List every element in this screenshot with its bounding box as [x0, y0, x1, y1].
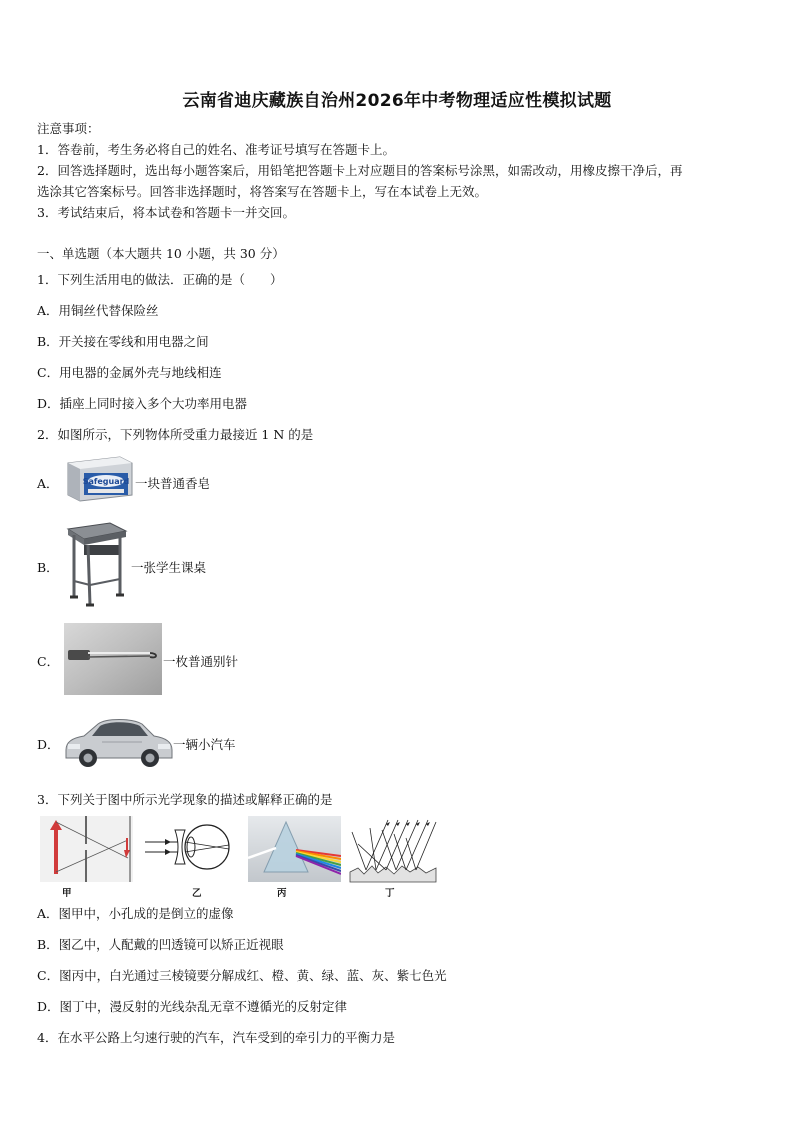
q1-option-d: D．插座上同时接入多个大功率用电器: [37, 396, 248, 411]
q4-stem: 4．在水平公路上匀速行驶的汽车，汽车受到的牵引力的平衡力是: [37, 1030, 395, 1045]
section-heading: 一、单选题（本大题共 10 小题，共 30 分）: [37, 246, 285, 261]
q2-option-c-label: C．: [37, 654, 60, 669]
figure-yi-eye-lens: [143, 818, 235, 878]
figure-label-bing: 丙: [277, 888, 287, 899]
q3-option-c: C．图丙中，白光通过三棱镜要分解成红、橙、黄、绿、蓝、灰、紫七色光: [37, 968, 447, 983]
q3-option-d: D．图丁中，漫反射的光线杂乱无章不遵循光的反射定律: [37, 999, 348, 1014]
q2-option-b-label: B．: [37, 560, 59, 575]
q1-stem: 1．下列生活用电的做法．正确的是（ ）: [37, 272, 283, 287]
q1-option-c: C．用电器的金属外壳与地线相连: [37, 365, 222, 380]
notice-item-2-line-1: 2．回答选择题时，选出每小题答案后，用铅笔把答题卡上对应题目的答案标号涂黑，如需改动，用橡皮擦干净后，再: [37, 163, 683, 178]
page-title: 云南省迪庆藏族自治州2026年中考物理适应性模拟试题: [182, 91, 612, 111]
figure-label-yi: 乙: [192, 888, 202, 899]
safety-pin-image: [64, 623, 162, 695]
figure-jia-pinhole: [40, 816, 133, 882]
figure-label-ding: 丁: [385, 888, 395, 899]
q2-option-d-label: D．: [37, 737, 60, 752]
notice-heading: 注意事项：: [37, 121, 100, 136]
q2-option-a-label: A．: [37, 476, 59, 491]
car-image: [62, 710, 174, 772]
notice-item-1: 1．答卷前，考生务必将自己的姓名、准考证号填写在答题卡上。: [37, 142, 395, 157]
notice-item-2-line-2: 选涂其它答案标号。回答非选择题时，将答案写在答题卡上，写在本试卷上无效。: [37, 184, 488, 199]
q3-option-a: A．图甲中，小孔成的是倒立的虚像: [37, 906, 234, 921]
q2-option-d-text: 一辆小汽车: [173, 737, 236, 752]
figure-bing-prism: [248, 816, 341, 882]
q2-option-b-text: 一张学生课桌: [131, 560, 207, 575]
desk-image: [64, 521, 128, 607]
figure-label-jia: 甲: [62, 888, 72, 899]
q3-stem: 3．下列关于图中所示光学现象的描述或解释正确的是: [37, 792, 333, 807]
soap-image: [62, 455, 134, 503]
q3-option-b: B．图乙中，人配戴的凹透镜可以矫正近视眼: [37, 937, 284, 952]
soap-brand-text: Safeguard: [82, 477, 130, 486]
q1-option-a: A．用铜丝代替保险丝: [37, 303, 159, 318]
q2-stem: 2．如图所示，下列物体所受重力最接近 1 N 的是: [37, 427, 314, 442]
figure-ding-diffuse-reflection: [348, 814, 438, 884]
q1-option-b: B．开关接在零线和用电器之间: [37, 334, 209, 349]
q2-option-c-text: 一枚普通别针: [163, 654, 239, 669]
notice-item-3: 3．考试结束后，将本试卷和答题卡一并交回。: [37, 205, 295, 220]
q2-option-a-text: 一块普通香皂: [135, 476, 211, 491]
